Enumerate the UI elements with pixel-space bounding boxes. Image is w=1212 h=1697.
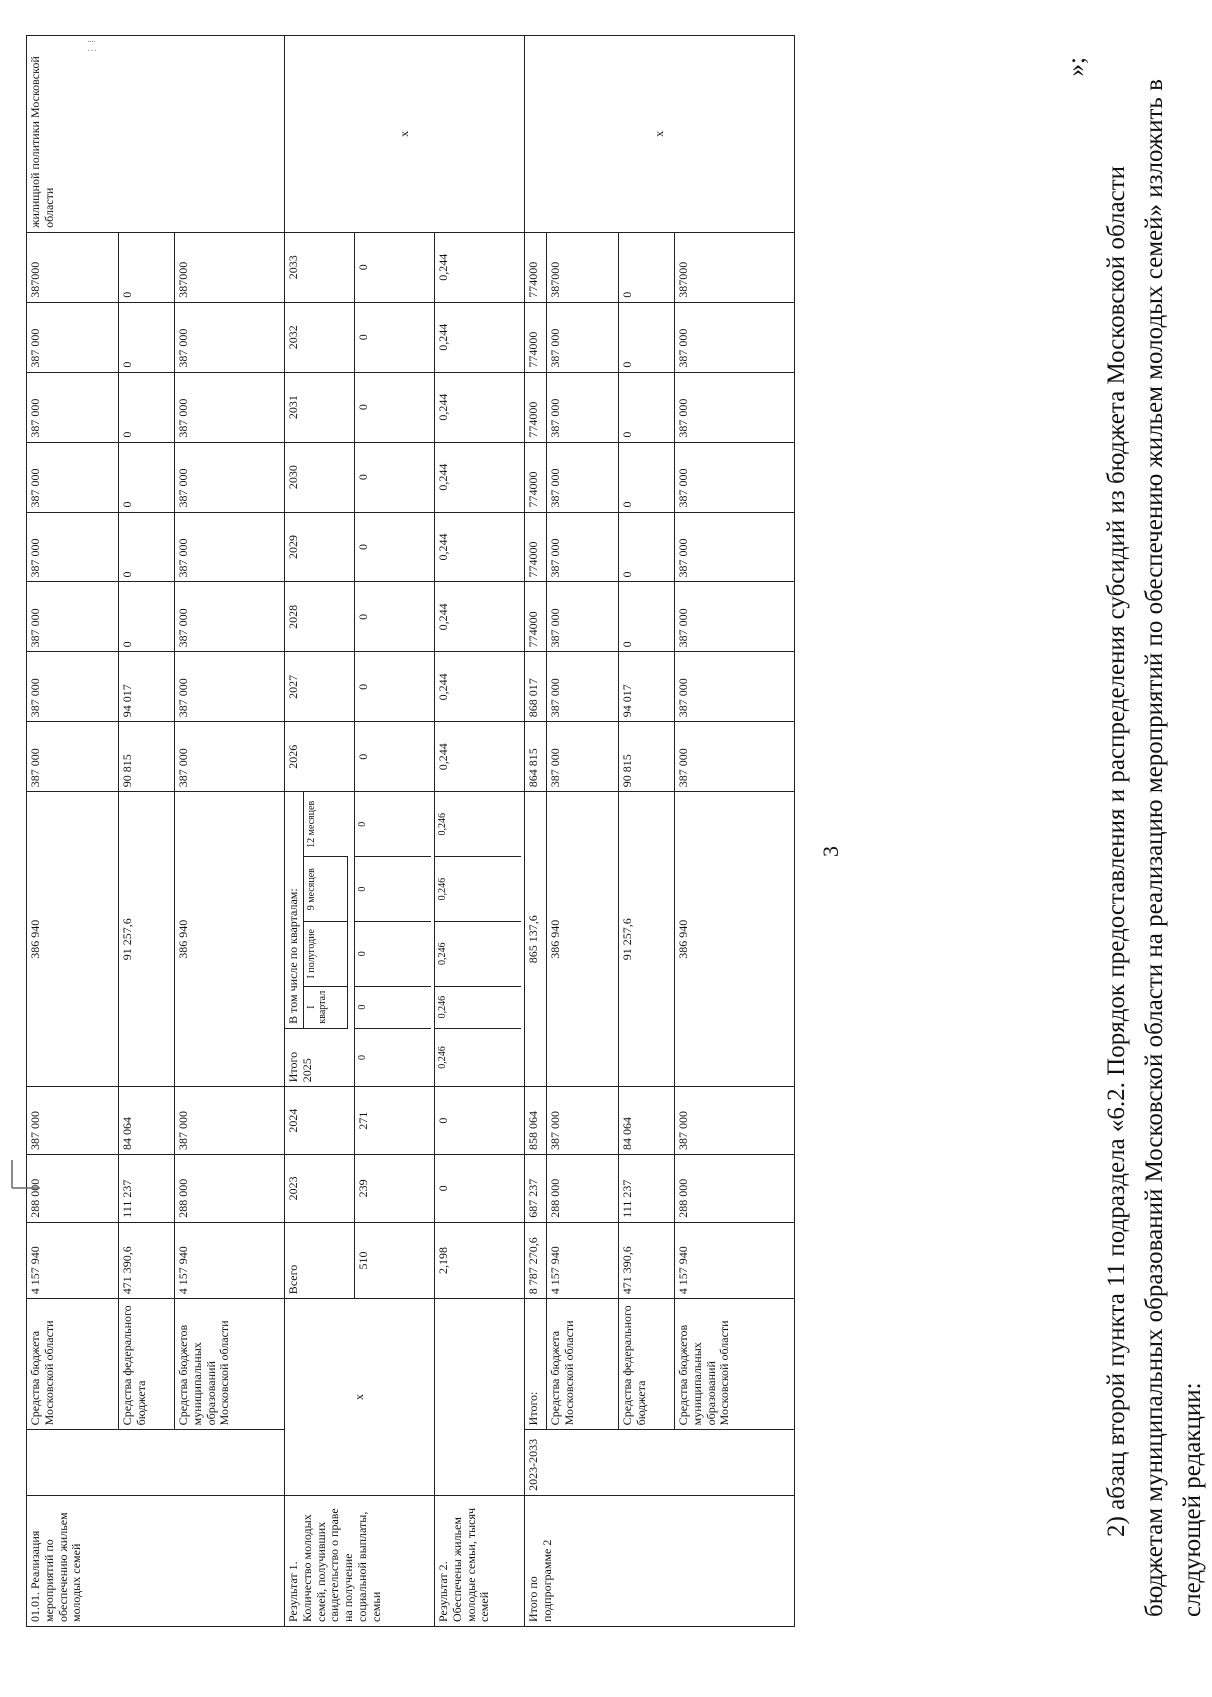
table-row: Средства федерального бюджета 471 390,6 111 237 84 064 91 257,6 90 815 94 017 0 0 0 0 0 0 [619,36,675,1627]
source-label: Средства бюджетов муниципальных образований Московской области [175,1299,285,1430]
paragraph-text: 2) абзац второй пункта 11 подраздела «6.2. Порядок предоставления и распределения субсидий из бюджета Московской области бюджетам муниципальных образований Московской области на реализацию мероприятий по обеспечению жильем молодых семей» изложить в следующей редакции: [1103,79,1206,1617]
table-row: Средства федерального бюджета 471 390,6 111 237 84 064 91 257,6 90 815 94 017 0 0 0 0 0 0 [119,36,175,1627]
table-row: Средства бюджета Московской области 4 157 940 288 000 387 000 386 940 387 000 387 000 387 000 387 000 387 000 387 000 387 000 387000 [547,36,619,1627]
table-row: Средства бюджетов муниципальных образований Московской области 4 157 940 288 000 387 000 386 940 387 000 387 000 387 000 387 000 387 000 387 000 387 000 387000 [675,36,795,1627]
table-row: Результат 2. Обеспечены жильем молодые семьи, тысяч семей 2,198 0 0 0,246 0,246 0,246 0,246 0,246 0,244 0,244 0,244 0,244 0,244 0,244 0,244 0,244 [435,36,525,1627]
closing-quote: »; [1063,57,1090,77]
source-label: Средства федерального бюджета [119,1299,175,1430]
responsible-text: жилищной политики Московской области [28,56,56,228]
result-1-label: Результат 1. Количество молодых семей, получивших свидетельство о праве на получение социальной выплаты, семьи [285,1495,435,1626]
amendment-paragraph [1058,57,1212,1617]
table-row: 510 239 271 0 0 0 0 0 0 0 0 0 0 0 0 0 [355,36,435,1627]
result-2-label: Результат 2. Обеспечены жильем молодые семьи, тысяч семей [435,1495,525,1626]
stamp-marks-icon: ⋮ ⁞ [86,40,98,56]
table-row: Результат 1. Количество молодых семей, получивших свидетельство о праве на получение социальной выплаты, семьи х Всего 2023 2024 Итого 2025 В том числе по кварталам: I квартал I полугодие 9 месяцев 12 месяцев 2026 2027 2028 2029 2030 2031 2032 2033 х [285,36,355,1627]
table-row: Средства бюджетов муниципальных образований Московской области 4 157 940 288 000 387 000 386 940 387 000 387 000 387 000 387 000 387 000 387 000 387 000 387000 [175,36,285,1627]
table-row: Итого по подпрограмме 2 2023-2033 Итого: 8 787 270,6 687 237 858 064 865 137,6 864 815 868 017 774000 774000 774000 774000 774000 774000 х [525,36,547,1627]
source-label: Средства бюджета Московской области [27,1299,119,1430]
budget-table [26,35,795,1627]
corner-mark-icon [10,1150,50,1190]
page-number: 3 [818,846,843,857]
row-name: 01.01. Реализация мероприятий по обеспечению жильем молодых семей [27,1495,285,1626]
itogo-label: Итого по подпрограмме 2 [525,1495,795,1626]
quarters-header: Итого 2025 В том числе по кварталам: I квартал I полугодие 9 месяцев 12 месяцев [285,792,348,1086]
table-row: 01.01. Реализация мероприятий по обеспечению жильем молодых семей Средства бюджета Московской области 4 157 940 288 000 387 000 386 940 387 000 387 000 387 000 387 000 387 000 387 000 387 000 387000 жилищной политики Московской области ⋮ ⁞ [27,36,119,1627]
